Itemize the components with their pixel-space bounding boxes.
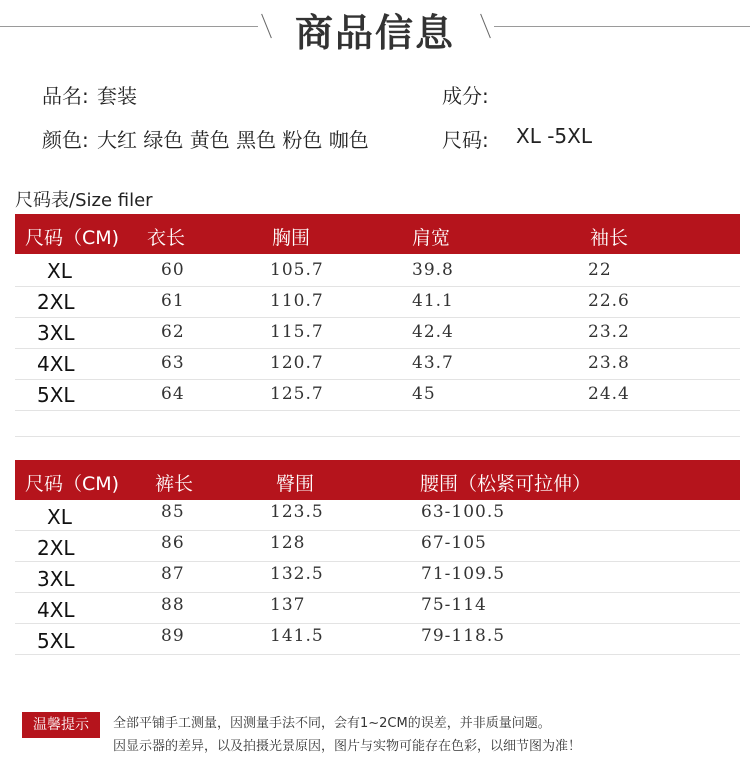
bottom-header-hip: 臀围: [276, 473, 315, 495]
top-header-sleeve: 袖长: [590, 227, 629, 249]
product-name-label: 品名:: [42, 84, 89, 108]
table-row-size: 2XL: [37, 290, 75, 314]
notice-badge: 温馨提示: [22, 712, 100, 738]
table-cell: 128: [270, 533, 306, 553]
row-divider: [15, 530, 740, 531]
table-cell: 62: [161, 322, 185, 342]
size-table-title: 尺码表/Size filer: [15, 190, 153, 211]
table-row-size: XL: [47, 505, 72, 529]
table-cell: 120.7: [270, 353, 324, 373]
table-cell: 60: [161, 260, 185, 280]
table-cell: 85: [161, 502, 185, 522]
table-cell: 43.7: [412, 353, 454, 373]
row-divider: [15, 561, 740, 562]
table-row-size: 2XL: [37, 536, 75, 560]
table-cell: 89: [161, 626, 185, 646]
top-header-shoulder: 肩宽: [412, 227, 451, 249]
table-cell: 115.7: [270, 322, 324, 342]
table-row-size: 5XL: [37, 629, 75, 653]
size-label: 尺码:: [442, 128, 489, 152]
table-cell: 63-100.5: [421, 502, 506, 522]
row-divider: [15, 410, 740, 411]
notice-line-1: 全部平铺手工测量，因测量手法不同，会有1~2CM的误差，并非质量问题。: [113, 716, 551, 731]
table-cell: 23.8: [588, 353, 630, 373]
table-cell: 110.7: [270, 291, 324, 311]
row-divider: [15, 592, 740, 593]
table-cell: 105.7: [270, 260, 324, 280]
row-divider: [15, 317, 740, 318]
table-cell: 22: [588, 260, 612, 280]
row-divider: [15, 286, 740, 287]
table-cell: 75-114: [421, 595, 487, 615]
table-cell: 79-118.5: [421, 626, 506, 646]
bottom-header-size: 尺码（CM): [25, 473, 120, 495]
row-divider: [15, 623, 740, 624]
bottom-header-pants-length: 裤长: [155, 473, 194, 495]
table-cell: 137: [270, 595, 306, 615]
table-cell: 125.7: [270, 384, 324, 404]
table-row-size: 4XL: [37, 598, 75, 622]
table-row-size: 3XL: [37, 321, 75, 345]
row-divider: [15, 654, 740, 655]
table-cell: 41.1: [412, 291, 454, 311]
table-cell: 86: [161, 533, 185, 553]
bottom-header-waist: 腰围（松紧可拉伸）: [420, 473, 592, 495]
table-cell: 22.6: [588, 291, 630, 311]
table-cell: 141.5: [270, 626, 324, 646]
row-divider: [15, 436, 740, 437]
product-name-value: 套装: [97, 84, 137, 108]
table-cell: 87: [161, 564, 185, 584]
table-row-size: XL: [47, 259, 72, 283]
table-cell: 88: [161, 595, 185, 615]
top-header-size: 尺码（CM): [25, 227, 120, 249]
table-cell: 63: [161, 353, 185, 373]
table-cell: 23.2: [588, 322, 630, 342]
top-header-chest: 胸围: [272, 227, 311, 249]
table-cell: 132.5: [270, 564, 324, 584]
table-cell: 71-109.5: [421, 564, 506, 584]
header-rule-right: [494, 26, 750, 27]
row-divider: [15, 379, 740, 380]
table-row-size: 3XL: [37, 567, 75, 591]
table-cell: 123.5: [270, 502, 324, 522]
table-cell: 45: [412, 384, 436, 404]
table-cell: 24.4: [588, 384, 630, 404]
row-divider: [15, 348, 740, 349]
composition-label: 成分:: [442, 84, 489, 108]
color-label: 颜色:: [42, 128, 89, 152]
notice-line-2: 因显示器的差异，以及拍摄光景原因，图片与实物可能存在色彩，以细节图为准！: [113, 739, 582, 754]
table-cell: 67-105: [421, 533, 487, 553]
table-cell: 61: [161, 291, 185, 311]
table-row-size: 4XL: [37, 352, 75, 376]
color-values: 大红 绿色 黄色 黑色 粉色 咖色: [97, 128, 369, 152]
page-title: 商品信息: [294, 11, 455, 55]
table-row-size: 5XL: [37, 383, 75, 407]
table-cell: 42.4: [412, 322, 454, 342]
top-table-header: [15, 214, 740, 254]
top-header-length: 衣长: [147, 227, 186, 249]
bottom-table-header: [15, 460, 740, 500]
size-range: XL -5XL: [516, 124, 592, 148]
table-cell: 39.8: [412, 260, 454, 280]
table-cell: 64: [161, 384, 185, 404]
